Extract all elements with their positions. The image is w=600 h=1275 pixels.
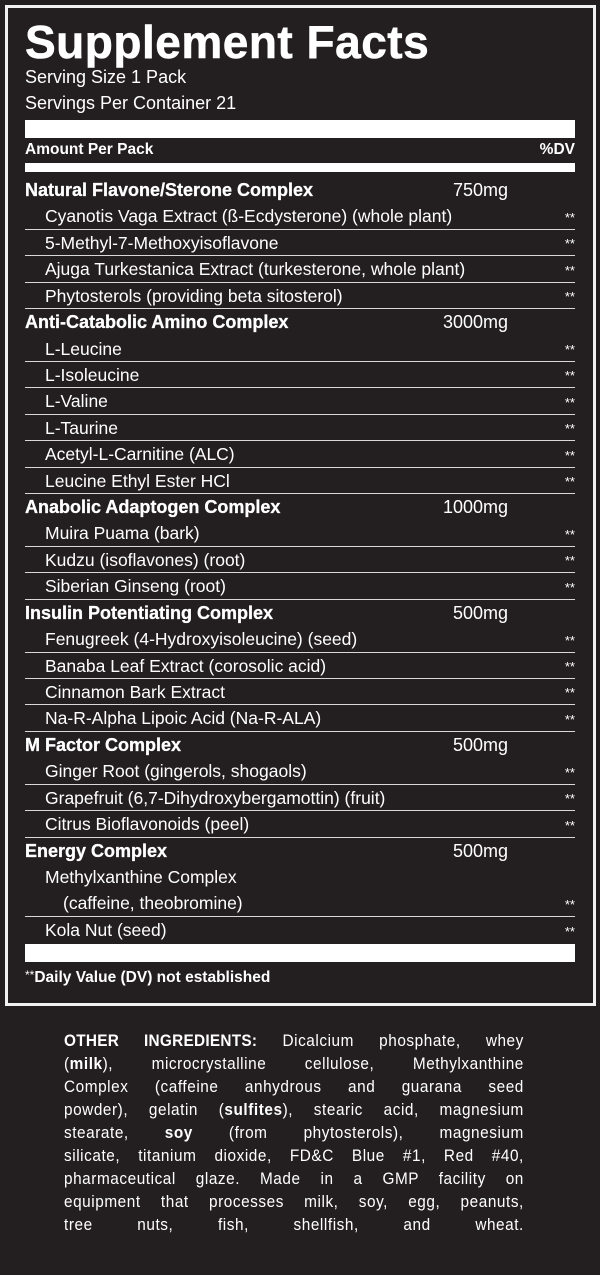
group-amount: 3000mg bbox=[442, 312, 508, 333]
group-header-row bbox=[25, 494, 575, 520]
ingredient-name-detail: (caffeine, theobromine) bbox=[63, 892, 243, 913]
group-name: Natural Flavone/Sterone Complex bbox=[25, 180, 314, 200]
ingredient-name bbox=[45, 283, 343, 309]
ingredient-text: tree nuts, fish, shellfish, and wheat. bbox=[64, 1216, 524, 1234]
ingredient-name-text: L-Leucine bbox=[45, 338, 122, 359]
daily-value: ** bbox=[564, 421, 575, 437]
other-ingredients-line bbox=[64, 1145, 524, 1168]
ingredient-text: ), stearic acid, magnesium bbox=[282, 1101, 524, 1119]
other-ingredients bbox=[64, 1030, 524, 1237]
ingredient-name-text: L-Taurine bbox=[45, 417, 118, 438]
ingredient-text: silicate, titanium dioxide, FD&C Blue #1, Red #40, bbox=[64, 1147, 524, 1165]
ingredient-row bbox=[25, 203, 575, 229]
ingredient-name bbox=[45, 705, 321, 731]
ingredient-name bbox=[45, 653, 326, 679]
ingredient-row bbox=[25, 441, 575, 467]
ingredient-name bbox=[45, 520, 200, 546]
ingredient-row bbox=[25, 679, 575, 705]
ingredient-name-text: Kudzu (isoflavones) (root) bbox=[45, 549, 246, 570]
ingredient-row bbox=[25, 811, 575, 837]
daily-value: ** bbox=[564, 289, 575, 305]
footnote bbox=[25, 965, 270, 988]
ingredient-name bbox=[45, 679, 225, 705]
ingredient-name bbox=[45, 547, 245, 573]
ingredient-row bbox=[25, 256, 575, 282]
ingredient-name bbox=[45, 626, 357, 652]
ingredient-text: equipment that processes milk, soy, egg, peanuts, bbox=[64, 1193, 524, 1211]
ingredient-name bbox=[45, 388, 108, 414]
daily-value: ** bbox=[564, 791, 575, 807]
ingredient-row bbox=[25, 468, 575, 494]
group-amount: 500mg bbox=[452, 840, 508, 861]
other-ingredients-line bbox=[64, 1053, 524, 1076]
column-header bbox=[25, 140, 575, 160]
daily-value: ** bbox=[564, 817, 575, 833]
ingredient-name bbox=[45, 362, 139, 388]
daily-value: ** bbox=[564, 526, 575, 542]
daily-value: ** bbox=[564, 236, 575, 252]
ingredient-name bbox=[45, 758, 307, 784]
other-ingredients-line bbox=[64, 1030, 524, 1053]
ingredient-row bbox=[25, 415, 575, 441]
group-header-row bbox=[25, 309, 575, 335]
ingredient-name bbox=[45, 336, 122, 362]
group-header-row bbox=[25, 600, 575, 626]
ingredient-row bbox=[25, 388, 575, 414]
group-name: Insulin Potentiating Complex bbox=[25, 602, 274, 623]
daily-value: ** bbox=[564, 553, 575, 569]
ingredient-row bbox=[25, 520, 575, 546]
daily-value: ** bbox=[564, 685, 575, 701]
ingredient-name bbox=[45, 441, 235, 467]
ingredient-name-text: Na-R-Alpha Lipoic Acid (Na-R-ALA) bbox=[45, 708, 322, 729]
ingredient-name-text: Acetyl-L-Carnitine (ALC) bbox=[45, 444, 235, 465]
ingredient-row bbox=[25, 917, 575, 943]
ingredient-name-text: Ginger Root (gingerols, shogaols) bbox=[45, 761, 307, 782]
ingredient-text: Complex (caffeine anhydrous and guarana seed bbox=[64, 1078, 524, 1096]
ingredient-name bbox=[45, 785, 385, 811]
daily-value: ** bbox=[564, 711, 575, 727]
group-name: M Factor Complex bbox=[25, 734, 182, 755]
other-ingredients-line bbox=[64, 1214, 524, 1237]
ingredient-name-text: Muira Puama (bark) bbox=[45, 523, 200, 544]
ingredient-row bbox=[25, 336, 575, 362]
group-amount: 750mg bbox=[452, 180, 508, 200]
ingredient-name-text: Siberian Ginseng (root) bbox=[45, 576, 226, 597]
ingredient-name-text: Phytosterols (providing beta sitosterol) bbox=[45, 285, 343, 306]
ingredient-name-text: Grapefruit (6,7-Dihydroxybergamottin) (fruit) bbox=[45, 787, 386, 808]
ingredient-name bbox=[45, 230, 278, 256]
ingredient-name bbox=[45, 468, 230, 494]
ingredient-text: (from phytosterols), magnesium bbox=[192, 1124, 524, 1142]
daily-value: ** bbox=[564, 474, 575, 490]
ingredient-name-text: Banaba Leaf Extract (corosolic acid) bbox=[45, 655, 327, 676]
ingredient-name-text: Methylxanthine Complex bbox=[45, 866, 237, 887]
ingredient-row bbox=[25, 626, 575, 652]
group-amount: 500mg bbox=[452, 602, 508, 623]
ingredient-name-text: Cyanotis Vaga Extract (ß-Ecdysterone) (whole plant) bbox=[45, 206, 453, 227]
other-ingredients-line bbox=[64, 1168, 524, 1191]
footnote-marker: ** bbox=[25, 968, 35, 982]
allergen-text: soy bbox=[164, 1124, 193, 1142]
ingredient-name-text: Citrus Bioflavonoids (peel) bbox=[45, 814, 250, 835]
ingredient-name bbox=[45, 203, 452, 229]
ingredient-row bbox=[25, 653, 575, 679]
ingredient-row bbox=[25, 283, 575, 309]
ingredient-name bbox=[45, 811, 249, 837]
daily-value: ** bbox=[564, 394, 575, 410]
footnote-text: Daily Value (DV) not established bbox=[34, 969, 271, 986]
servings-per-container: Servings Per Container 21 bbox=[25, 93, 237, 113]
daily-value: ** bbox=[564, 368, 575, 384]
ingredient-text: ), microcrystalline cellulose, Methylxanthine bbox=[102, 1055, 524, 1073]
daily-value: ** bbox=[564, 896, 575, 912]
other-ingredients-label: OTHER INGREDIENTS: bbox=[64, 1032, 258, 1050]
panel-title: Supplement Facts bbox=[25, 16, 430, 68]
ingredient-name bbox=[45, 864, 243, 916]
daily-value: ** bbox=[564, 447, 575, 463]
ingredient-row bbox=[25, 785, 575, 811]
ingredient-text: ( bbox=[64, 1055, 70, 1073]
other-ingredients-line bbox=[64, 1099, 524, 1122]
daily-value: ** bbox=[564, 341, 575, 357]
group-name: Energy Complex bbox=[25, 840, 168, 861]
dv-header: %DV bbox=[539, 141, 575, 158]
ingredient-name-text: Kola Nut (seed) bbox=[45, 919, 167, 940]
ingredient-row bbox=[25, 758, 575, 784]
ingredient-name bbox=[45, 917, 167, 943]
ingredient-row bbox=[25, 705, 575, 731]
ingredient-name-text: Leucine Ethyl Ester HCl bbox=[45, 470, 230, 491]
group-header-row bbox=[25, 732, 575, 758]
ingredient-name-text: L-Valine bbox=[45, 391, 108, 412]
ingredient-text: Dicalcium phosphate, whey bbox=[257, 1032, 524, 1050]
other-ingredients-line bbox=[64, 1191, 524, 1214]
other-ingredients-line bbox=[64, 1122, 524, 1145]
serving-size: Serving Size 1 Pack bbox=[25, 67, 187, 87]
daily-value: ** bbox=[564, 632, 575, 648]
other-ingredients-line bbox=[64, 1076, 524, 1099]
medium-divider bbox=[25, 163, 575, 172]
group-amount: 500mg bbox=[452, 734, 508, 755]
ingredient-name bbox=[45, 256, 465, 282]
ingredient-name-text: L-Isoleucine bbox=[45, 364, 140, 385]
ingredient-name-text: Fenugreek (4-Hydroxyisoleucine) (seed) bbox=[45, 629, 358, 650]
group-amount: 1000mg bbox=[442, 497, 508, 518]
ingredient-table bbox=[25, 177, 575, 943]
group-name: Anabolic Adaptogen Complex bbox=[25, 497, 281, 518]
ingredient-name bbox=[45, 415, 118, 441]
ingredient-row bbox=[25, 573, 575, 599]
ingredient-name-text: Cinnamon Bark Extract bbox=[45, 682, 225, 703]
group-name: Anti-Catabolic Amino Complex bbox=[25, 312, 289, 333]
ingredient-text: pharmaceutical glaze. Made in a GMP facility on bbox=[64, 1170, 524, 1188]
ingredient-text: stearate, bbox=[64, 1124, 165, 1142]
daily-value: ** bbox=[564, 764, 575, 780]
group-header-row bbox=[25, 838, 575, 864]
amount-header: Amount Per Pack bbox=[25, 141, 154, 158]
daily-value: ** bbox=[564, 579, 575, 595]
daily-value: ** bbox=[564, 209, 575, 225]
ingredient-name-text: Ajuga Turkestanica Extract (turkesterone, whole plant) bbox=[45, 259, 466, 280]
ingredient-name bbox=[45, 573, 226, 599]
ingredient-row bbox=[25, 547, 575, 573]
daily-value: ** bbox=[564, 924, 575, 940]
ingredient-name-text: 5-Methyl-7-Methoxyisoflavone bbox=[45, 232, 279, 253]
ingredient-row bbox=[25, 230, 575, 256]
daily-value: ** bbox=[564, 262, 575, 278]
allergen-text: milk bbox=[69, 1055, 103, 1073]
ingredient-row bbox=[25, 362, 575, 388]
allergen-text: sulfites bbox=[224, 1101, 283, 1119]
ingredient-text: powder), gelatin ( bbox=[64, 1101, 225, 1119]
thick-divider-bottom bbox=[25, 944, 575, 962]
ingredient-row bbox=[25, 864, 575, 917]
group-header-row bbox=[25, 177, 575, 203]
daily-value: ** bbox=[564, 659, 575, 675]
thick-divider bbox=[25, 120, 575, 138]
